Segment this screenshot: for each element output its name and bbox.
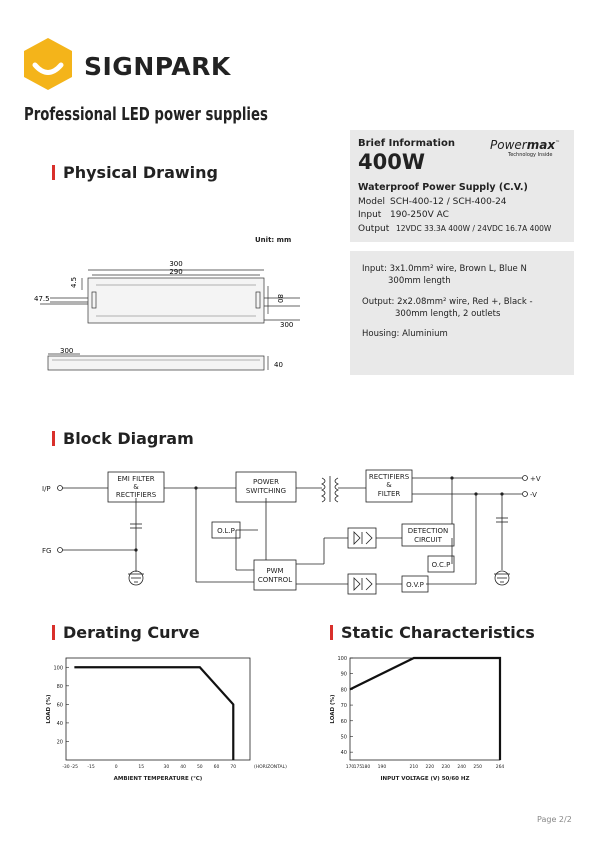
spec-input-line2: 300mm length: [388, 276, 451, 286]
page-number: Page 2/2: [537, 815, 572, 824]
model-value: SCH-400-12 / SCH-400-24: [390, 197, 507, 207]
physical-drawing: [30, 250, 340, 380]
dim-inner: 290: [169, 268, 183, 276]
brand-name: SIGNPARK: [84, 52, 231, 81]
powermax-text-a: Power: [490, 138, 527, 152]
ocp-label: O.C.P: [431, 561, 451, 569]
section-physical-drawing: [52, 163, 218, 182]
section-derating-curve: [52, 623, 200, 642]
plot-frame: [350, 658, 500, 760]
power-line1: POWER: [253, 478, 279, 486]
brief-model-row: [358, 197, 507, 207]
x-tick-label: -30: [62, 765, 70, 770]
block-pwm-control: [254, 560, 296, 590]
x-tick-label: 190: [377, 765, 387, 770]
static-chart: [320, 650, 520, 785]
x-tick-label: 220: [425, 765, 435, 770]
spec-output-line2: 300mm length, 2 outlets: [395, 309, 501, 319]
power-line2: SWITCHING: [245, 487, 287, 495]
powermax-tagline: Technology Inside: [508, 152, 553, 158]
emi-line2: &: [133, 483, 139, 491]
brief-info-panel: [350, 130, 574, 242]
dim-mount: 80: [276, 294, 284, 303]
y-tick-label: 20: [56, 739, 63, 746]
brand-logo-icon: [20, 36, 76, 92]
rect-line2: &: [386, 481, 392, 489]
x-tick-label: -25: [70, 765, 79, 770]
spec-panel: [350, 251, 574, 375]
olp-label: O.L.P: [217, 527, 235, 535]
y-tick-label: 90: [340, 671, 347, 678]
pwm-line1: PWM: [266, 567, 284, 575]
section-static-characteristics: [330, 623, 535, 642]
y-tick-label: 60: [56, 702, 63, 709]
block-diagram: [40, 460, 560, 605]
section-block-diagram-title: Block Diagram: [63, 429, 194, 448]
brief-subtitle: Waterproof Power Supply (C.V.): [358, 182, 528, 193]
terminal-vpos: [523, 476, 528, 481]
label-vpos: +V: [530, 475, 541, 483]
x-axis-label: INPUT VOLTAGE (V) 50/60 HZ: [380, 776, 470, 782]
x-tick-label: 175: [353, 765, 363, 770]
det-line1: DETECTION: [407, 527, 449, 535]
spec-input-line1: Input: 3x1.0mm² wire, Brown L, Blue N: [362, 264, 527, 274]
y-axis-label: LOAD (%): [330, 694, 336, 724]
y-tick-label: 80: [340, 687, 347, 694]
x-tick-label: 250: [473, 765, 482, 770]
section-physical-drawing-title: Physical Drawing: [63, 163, 218, 182]
y-axis-label: LOAD (%): [46, 694, 52, 724]
section-accent-bar: [52, 165, 55, 180]
x-tick-label: 230: [441, 765, 451, 770]
section-block-diagram: [52, 429, 194, 448]
logo-hexagon: [24, 38, 72, 90]
dim-width: 47.5: [34, 295, 50, 303]
section-derating-title: Derating Curve: [63, 623, 200, 642]
brief-title: Brief Information: [358, 138, 455, 149]
section-accent-bar: [330, 625, 333, 640]
x-tick-label: -15: [87, 765, 95, 770]
label-fg: FG: [42, 547, 52, 555]
emi-line1: EMI FILTER: [117, 475, 155, 483]
det-line2: CIRCUIT: [414, 536, 442, 544]
spec-output-line1: Output: 2x2.08mm² wire, Red +, Black -: [362, 297, 533, 307]
powermax-text-b: max: [526, 138, 556, 152]
y-tick-label: 70: [340, 703, 347, 710]
dim-thickness: 40: [274, 361, 283, 369]
dim-length: 300: [169, 260, 183, 268]
derating-chart: [30, 650, 300, 785]
dim-height: 4.5: [70, 276, 78, 288]
brief-input-row: [358, 210, 449, 220]
x-tick-label: 210: [409, 765, 419, 770]
x-tick-label: 264: [495, 765, 505, 770]
x-tick-label: 50: [196, 765, 203, 770]
y-tick-label: 100: [53, 665, 63, 672]
x-tick-label: 70: [230, 765, 237, 770]
y-tick-label: 40: [340, 750, 347, 757]
case-side-view: [48, 356, 264, 370]
x-axis-label: AMBIENT TEMPERATURE (℃): [113, 776, 203, 782]
x-tick-label: 40: [180, 765, 186, 770]
brief-output-row: [358, 224, 551, 234]
drawing-unit: Unit: mm: [255, 236, 292, 244]
series-line: [74, 667, 233, 760]
powermax-logo: [490, 138, 560, 152]
y-tick-label: 60: [340, 718, 347, 725]
model-label: Model: [358, 197, 386, 207]
x-axis-suffix: (HORIZONTAL): [254, 765, 287, 770]
y-tick-label: 50: [340, 734, 347, 741]
x-tick-label: 60: [213, 765, 220, 770]
plot-frame: [66, 658, 250, 760]
spec-housing: Housing: Aluminium: [362, 329, 448, 339]
output-value: 12VDC 33.3A 400W / 24VDC 16.7A 400W: [396, 224, 552, 233]
brief-power: 400W: [358, 150, 425, 174]
terminal-vneg: [523, 492, 528, 497]
series-line: [350, 658, 500, 760]
x-tick-label: 30: [163, 765, 170, 770]
emi-line3: RECTIFIERS: [115, 491, 157, 499]
terminal-ip: [58, 486, 63, 491]
page-headline: Professional LED power supplies: [24, 104, 268, 125]
x-tick-label: 0: [114, 765, 118, 770]
spec-input: [362, 263, 567, 287]
y-tick-label: 100: [337, 656, 347, 662]
x-tick-label: 15: [138, 765, 145, 770]
pwm-line2: CONTROL: [257, 576, 293, 584]
input-value: 190-250V AC: [390, 210, 449, 220]
input-label: Input: [358, 210, 382, 220]
x-tick-label: 180: [361, 765, 371, 770]
powermax-tm: ™: [555, 140, 561, 146]
output-label: Output: [358, 224, 390, 234]
spec-output: [362, 296, 567, 320]
label-vneg: -V: [530, 491, 537, 499]
y-tick-label: 80: [56, 683, 63, 690]
rect-line3: FILTER: [377, 490, 401, 498]
y-tick-label: 40: [56, 720, 63, 727]
x-tick-label: 170: [345, 765, 355, 770]
dim-wire-left: 300: [60, 347, 74, 355]
terminal-fg: [58, 548, 63, 553]
x-tick-label: 240: [457, 765, 466, 770]
section-accent-bar: [52, 431, 55, 446]
label-ip: I/P: [42, 485, 51, 493]
ovp-label: O.V.P: [406, 581, 424, 589]
section-accent-bar: [52, 625, 55, 640]
section-static-title: Static Characteristics: [341, 623, 535, 642]
dim-wire-right: 300: [280, 321, 294, 329]
rect-line1: RECTIFIERS: [368, 473, 410, 481]
